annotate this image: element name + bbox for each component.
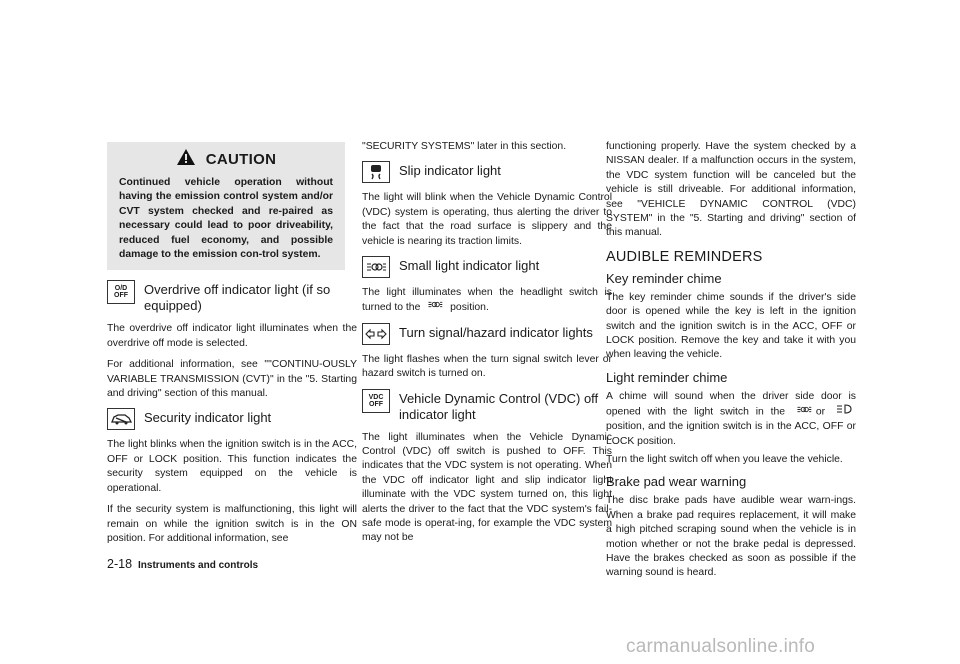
caution-title: CAUTION: [205, 150, 277, 168]
vdc-off-paragraph-continued: functioning properly. Have the system checked by a NISSAN dealer. If a malfunction occurs in the system, the VDC system function will be canceled but the vehicle is still driveable. For additional information, see "VEHICLE DYNAMIC CONTROL (VDC) SYSTEM" in the "5. Starting and driving" section of this manual.: [606, 141, 856, 239]
column-middle: [362, 140, 612, 553]
light-reminder-paragraph-2: Turn the light switch off when you leave the vehicle.: [606, 453, 843, 465]
small-light-title: Small light indicator light: [399, 258, 540, 274]
key-reminder-paragraph: The key reminder chime sounds if the driver's side door is opened while the key is left in the ignition switch and the ignition switch is in the ACC, OFF or LOCK position. Remove the key and take it with you when leaving the vehicle.: [606, 291, 856, 361]
vdc-off-icon: VDC OFF: [362, 389, 390, 413]
vdc-off-paragraph: The light illuminates when the Vehicle Dynamic Control (VDC) off switch is pushed to OFF. This indicates that the VDC system is not operating. When the VDC off indicator light and slip indicator light illuminate with the VDC system turned on, this light alerts the driver to the fact that the VDC system's fail-safe mode is operat-ing, for example the VDC system may not be: [362, 431, 612, 544]
page-footer: [107, 557, 258, 571]
vdc-off-title: Vehicle Dynamic Control (VDC) off indicator light: [399, 390, 599, 422]
brake-pad-title: Brake pad wear warning: [606, 474, 747, 490]
page-number: 2-18: [107, 557, 133, 571]
light-reminder-paragraph: A chime will sound when the driver side door is opened with the light switch in the or position, and the ignition switch is in the ACC, OFF or LOCK position.: [606, 390, 856, 447]
slip-car-icon: [362, 161, 390, 183]
small-light-heading: [362, 256, 612, 278]
headlight-inline-icon: [836, 404, 852, 419]
vdc-off-heading: [362, 389, 612, 423]
security-title: Security indicator light: [144, 410, 272, 426]
security-paragraph-2: If the security system is malfunctioning, this light will remain on while the ignition switch is in the ON position. For additional information, see: [107, 504, 357, 544]
small-light-paragraph: The light illuminates when the headlight switch is turned to the position.: [362, 287, 612, 314]
overdrive-paragraph-1: The overdrive off indicator light illuminates when the overdrive off mode is selected.: [107, 323, 357, 349]
column-right: [606, 140, 856, 588]
small-light-inline-icon: [796, 405, 812, 419]
turn-signal-title: Turn signal/hazard indicator lights: [399, 324, 593, 340]
security-paragraph-2-continued: "SECURITY SYSTEMS" later in this section.: [362, 141, 567, 152]
overdrive-title: Overdrive off indicator light (if so equipped): [144, 282, 331, 314]
turn-signal-paragraph: The light flashes when the turn signal switch lever or hazard switch is turned on.: [362, 353, 612, 380]
overdrive-paragraph-2: For additional information, see ""CONTINU-OUSLY VARIABLE TRANSMISSION (CVT)" in the "5. Starting and driving" section of this manual.: [107, 359, 357, 400]
turn-signal-arrows-icon: [362, 323, 390, 345]
security-car-icon: [107, 408, 135, 430]
brake-pad-paragraph: The disc brake pads have audible wear warn-ings. When a brake pad requires replacement, it will make a high pitched scraping sound when the vehicle is in motion whether or not the brake pedal is depressed. Have the brakes checked as soon as possible if the warning sound is heard.: [606, 495, 856, 579]
key-reminder-title: Key reminder chime: [606, 270, 722, 286]
watermark: carmanualsonline.info: [626, 636, 816, 657]
turn-signal-heading: [362, 323, 612, 345]
column-left: [107, 140, 357, 553]
security-paragraph-1: The light blinks when the ignition switch is in the ACC, OFF or LOCK position. This function indicates the security system equipped on the vehicle is operational.: [107, 439, 357, 494]
slip-heading: [362, 161, 612, 183]
caution-body: Continued vehicle operation without having the emission control system and/or CVT system checked and re-paired as necessary could lead to poor driveability, reduced fuel economy, and possible damage to the emission con-trol system.: [119, 177, 333, 261]
light-reminder-title: Light reminder chime: [606, 369, 728, 385]
audible-reminders-heading: AUDIBLE REMINDERS: [606, 248, 763, 265]
caution-header: [107, 142, 345, 176]
small-light-icon: [362, 256, 390, 278]
section-title: Instruments and controls: [138, 560, 259, 571]
warning-triangle-icon: [176, 148, 196, 171]
small-light-inline-icon: [427, 300, 443, 314]
overdrive-off-icon: O/D OFF: [107, 280, 135, 304]
caution-box: [107, 142, 345, 270]
overdrive-heading: [107, 280, 357, 314]
slip-title: Slip indicator light: [399, 163, 501, 179]
security-heading: [107, 408, 357, 430]
slip-paragraph: The light will blink when the Vehicle Dynamic Control (VDC) system is operating, thus alerting the driver to the fact that the road surface is slippery and the vehicle is nearing its traction limits.: [362, 192, 612, 247]
